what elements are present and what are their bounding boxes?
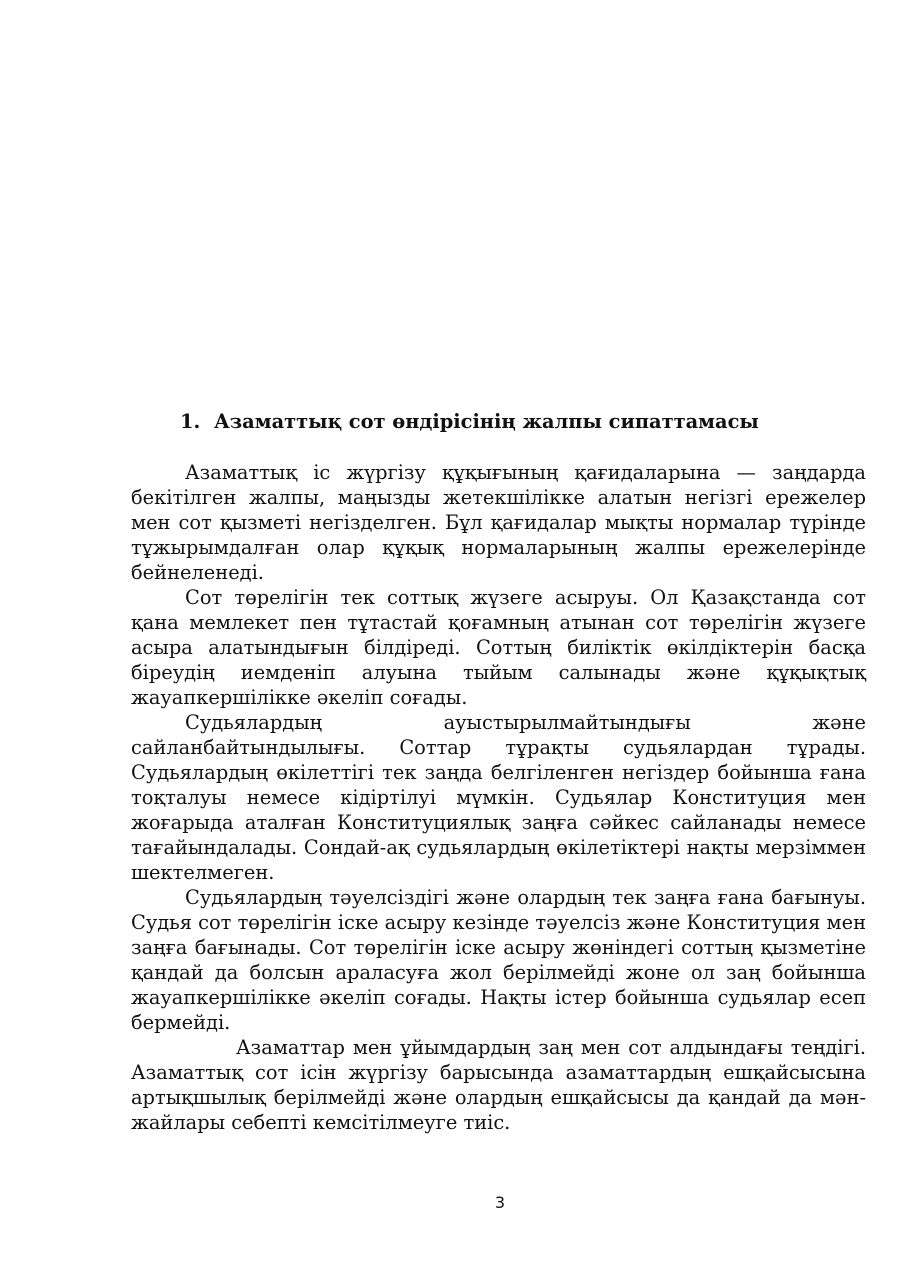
section-heading [131,408,866,436]
section-number: 1. [180,410,201,433]
paragraph-judges-irremovability: Судьялардың ауыстырылмайтындығы және сайланбайтындылығы. Соттар тұрақты судьялардан тұрады. Судьялардың өкілеттігі тек заңда белгіленген негіздер бойынша ғана тоқталуы немесе кідіртілуі мүмкін. Судьялар Конституция мен жоғарыда аталған Конституциялық заңға сәйкес сайланады немесе тағайындалады. Сондай-ақ судьялардың өкілетіктері нақты мерзіммен шектелмеген. [131,711,866,884]
page-content [131,408,866,1135]
section-title: Азаматтық сот өндірісінің жалпы сипаттамасы [214,410,759,433]
paragraph-judges-independence: Судьялардың тәуелсіздігі және олардың тек заңға ғана бағынуы. Судья сот төрелігін іске асыру кезінде тәуелсіз және Конституция мен заңға бағынады. Сот төрелігін іске асыру жөніндегі соттың қызметіне қандай да болсын араласуға жол берілмейді жоне ол заң бойынша жауапкершілікке әкеліп соғады. Нақты істер бойынша судьялар есеп бермейді. [131,886,866,1034]
page-number: 3 [494,1193,506,1212]
paragraph-equality: Азаматтар мен ұйымдардың заң мен сот алдындағы теңдігі. Азаматтық сот ісін жүргізу барысында азаматтардың ешқайсысына артықшылық берілмейді және олардың ешқайсысы да қандай да мән-жайлары себепті кемсітілмеуге тиіс. [131,1036,866,1134]
paragraph-principles: Азаматтық іс жүргізу құқығының қағидаларына — заңдарда бекітілген жалпы, маңызды жетекшілікке алатын негізгі ережелер мен сот қызметі негізделген. Бұл қағидалар мықты нормалар түрінде тұжырымдалған олар құқық нормаларының жалпы ережелерінде бейнеленеді. [131,461,866,584]
paragraph-court-justice: Сот төрелігін тек соттық жүзеге асыруы. Ол Қазақстанда сот қана мемлекет пен тұтастай қоғамның атынан сот төрелігін жүзеге асыра алатындығын білдіреді. Соттың биліктік өкілдіктерін басқа біреудің иемденіп алуына тыйым салынады және құқықтық жауапкершілікке әкеліп соғады. [131,586,866,709]
